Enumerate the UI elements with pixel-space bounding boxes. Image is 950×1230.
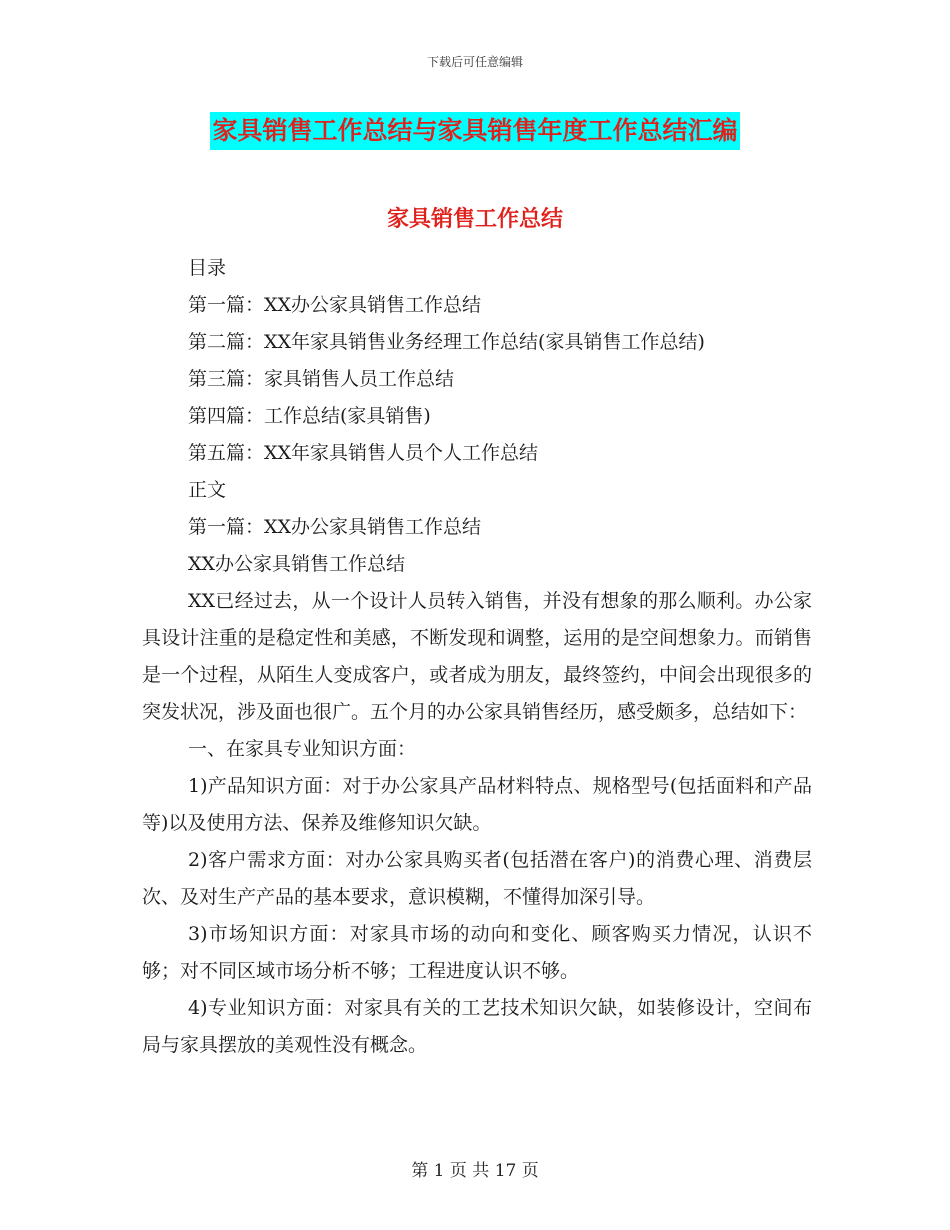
main-title-container [0, 112, 950, 150]
article-title: XX办公家具销售工作总结 [188, 553, 406, 575]
toc-item: 第四篇：工作总结(家具销售) [188, 405, 431, 427]
paragraph: 一、在家具专业知识方面： [188, 738, 417, 760]
document-body [142, 250, 812, 1064]
article-part: 第一篇：XX办公家具销售工作总结 [188, 516, 482, 538]
toc-item: 第三篇：家具销售人员工作总结 [188, 368, 455, 390]
main-title: 家具销售工作总结与家具销售年度工作总结汇编 [210, 112, 739, 150]
paragraph: 1)产品知识方面：对于办公家具产品材料特点、规格型号(包括面料和产品等)以及使用方法、保养及维修知识欠缺。 [142, 775, 812, 834]
header-note: 下载后可任意编辑 [426, 55, 523, 69]
toc-item: 第一篇：XX办公家具销售工作总结 [188, 294, 482, 316]
toc-heading: 目录 [188, 257, 227, 279]
paragraph: 4)专业知识方面：对家具有关的工艺技术知识欠缺，如装修设计，空间布局与家具摆放的美观性没有概念。 [142, 997, 812, 1056]
toc-item: 第二篇：XX年家具销售业务经理工作总结(家具销售工作总结) [188, 331, 705, 353]
body-heading: 正文 [188, 479, 227, 501]
section-title: 家具销售工作总结 [386, 207, 563, 232]
toc-item: 第五篇：XX年家具销售人员个人工作总结 [188, 442, 539, 464]
page-footer: 第 1 页 共 17 页 [411, 1161, 539, 1181]
paragraph: XX已经过去，从一个设计人员转入销售，并没有想象的那么顺利。办公家具设计注重的是稳定性和美感，不断发现和调整，运用的是空间想象力。而销售是一个过程，从陌生人变成客户，或者成为朋友，最终签约，中间会出现很多的突发状况，涉及面也很广。五个月的办公家具销售经历，感受颇多，总结如下： [142, 590, 812, 723]
paragraph: 2)客户需求方面：对办公家具购买者(包括潜在客户)的消费心理、消费层次、及对生产产品的基本要求，意识模糊，不懂得加深引导。 [142, 849, 812, 908]
paragraph: 3)市场知识方面：对家具市场的动向和变化、顾客购买力情况，认识不够；对不同区域市场分析不够；工程进度认识不够。 [142, 923, 812, 982]
